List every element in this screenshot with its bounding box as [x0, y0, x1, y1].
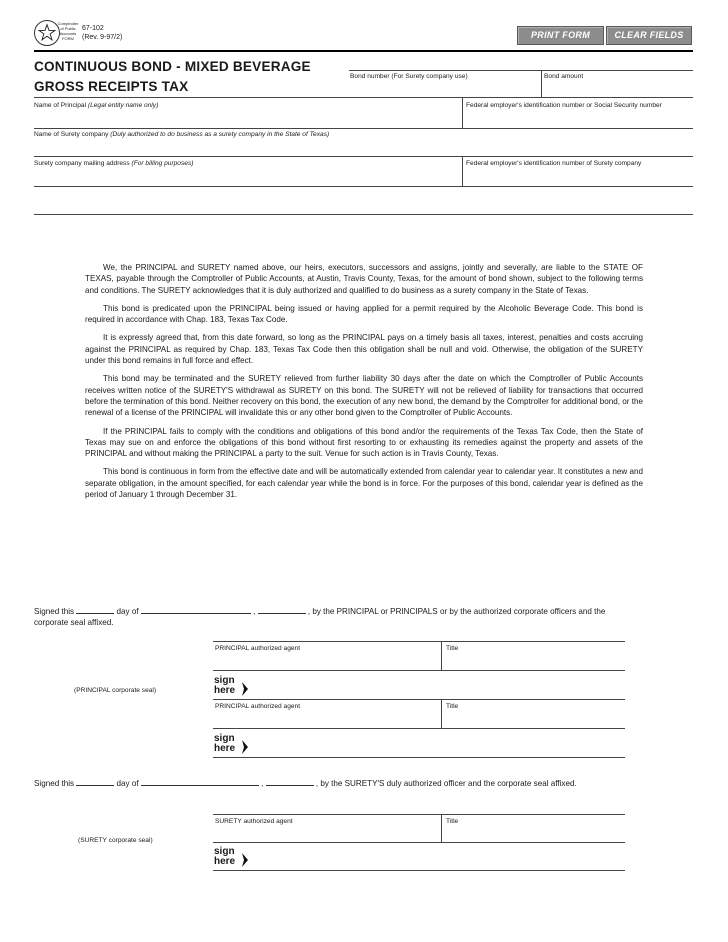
arrow-right-icon: [241, 740, 249, 754]
surety-address-field[interactable]: [34, 169, 459, 185]
divider: [213, 699, 625, 700]
form-number: 67-102 (Rev. 9-97/2): [82, 25, 123, 41]
divider: [34, 97, 693, 98]
divider: [213, 670, 625, 671]
surety-fein-field[interactable]: [466, 169, 692, 185]
divider: [213, 641, 625, 642]
principal-month-field[interactable]: [141, 605, 251, 614]
sign-here-marker: sign here: [214, 733, 236, 754]
paragraph: If the PRINCIPAL fails to comply with the conditions and obligations of this bond and/or the requirements of the Texas Tax Code, then the State of Texas may sue on and enforce the obligations of this bond without first resorting to or exhausting its remedies against the property and assets of the PRINCIPAL and without making the PRINCIPAL a party to the suit. Venue for such action is in Travis County, Texas.: [85, 426, 643, 459]
bond-amount-field[interactable]: [544, 81, 692, 96]
arrow-right-icon: [241, 853, 249, 867]
bond-number-field[interactable]: [350, 81, 539, 96]
sign-here-marker: sign here: [214, 675, 236, 696]
principal-name-label: Name of Principal (Legal entity name only): [34, 102, 159, 109]
principal-year-field[interactable]: [258, 605, 306, 614]
surety-agent-label: SURETY authorized agent: [215, 818, 293, 825]
principal-signature2-field[interactable]: [252, 732, 624, 756]
divider: [462, 97, 463, 128]
paragraph: We, the PRINCIPAL and SURETY named above, our heirs, executors, successors and assigns, jointly and severally, are liable to the STATE OF TEXAS, payable through the Comptroller of Public Accounts, at Austin, Travis County, Texas, for the amount of bond shown, subject to the following terms and conditions. The SURETY acknowledges that it is duly authorized and qualified to do business as a surety company in the State of Texas.: [85, 263, 643, 295]
bond-terms: [85, 262, 643, 507]
principal-title2-field[interactable]: [446, 712, 624, 727]
surety-seal-label: (SURETY corporate seal): [78, 837, 153, 844]
principal-agent-label: PRINCIPAL authorized agent: [215, 645, 301, 652]
divider: [34, 156, 693, 157]
paragraph: It is expressly agreed that, from this date forward, so long as the PRINCIPAL pays on a timely basis all taxes, interest, penalties and costs accruing against the PRINCIPAL as required by Chap. 183, Texas Tax Code then this obligation shall be null and void. Otherwise, the obligation of the SURETY under this bond remains in full force and effect.: [85, 333, 643, 366]
paragraph: This bond may be terminated and the SURETY relieved from further liability 30 days after the date on which the Comptroller of Public Accounts receives written notice of the SURETY'S withdrawal as SURETY on this bond. The SURETY will not be relieved of liability for transactions that occurred before the termination of this bond. Neither recovery on this bond, the execution of any new bond, the demand by the Comptroller for additional bond, or the renewal of a license of the PRINCIPAL will invalidate this or any other bond given to the Comptroller of Public Accounts.: [85, 374, 643, 418]
agency-name: Comptroller of Public Accounts FORM: [57, 21, 79, 41]
divider: [213, 728, 625, 729]
surety-month-field[interactable]: [141, 777, 259, 786]
principal-title-field[interactable]: [446, 654, 624, 669]
principal-title-label: Title: [446, 645, 459, 652]
paragraph: This bond is predicated upon the PRINCIPAL being issued or having applied for a permit required by the Alcoholic Beverage Code. This bond is required in accordance with Chap. 183, Texas Tax Code.: [85, 303, 643, 325]
principal-name-field[interactable]: [34, 111, 459, 127]
sign-here-marker: sign here: [214, 846, 236, 867]
principal-seal-label: (PRINCIPAL corporate seal): [74, 687, 157, 694]
principal-title2-label: Title: [446, 703, 459, 710]
arrow-right-icon: [241, 682, 249, 696]
surety-title-field[interactable]: [446, 826, 624, 841]
surety-name-field[interactable]: [34, 140, 692, 155]
principal-signed-line: Signed this day of , , by the PRINCIPAL or PRINCIPALS or by the authorized corporate officers and the corporate seal affixed.: [34, 607, 606, 628]
surety-fein-label: Federal employer's identification number of Surety company: [466, 160, 642, 167]
divider: [213, 757, 625, 758]
principal-day-field[interactable]: [76, 605, 114, 614]
print-form-button[interactable]: PRINT FORM: [517, 26, 604, 45]
divider: [441, 641, 442, 670]
divider: [34, 214, 693, 215]
surety-address-label: Surety company mailing address (For billing purposes): [34, 160, 194, 167]
surety-signature-field[interactable]: [252, 845, 624, 869]
divider: [441, 814, 442, 842]
principal-signature-field[interactable]: [252, 674, 624, 698]
surety-day-field[interactable]: [76, 777, 114, 786]
divider: [213, 842, 625, 843]
paragraph: This bond is continuous in form from the effective date and will be automatically extended from calendar year to calendar year. It constitutes a new and separate obligation, in the amount specified, for each calendar year while the bond is in force. For the purposes of this bond, calendar year is defined as the period of January 1 through December 31.: [85, 467, 643, 500]
page-title: CONTINUOUS BOND - MIXED BEVERAGE GROSS RECEIPTS TAX: [34, 59, 311, 94]
divider: [349, 70, 693, 71]
principal-fein-label: Federal employer's identification number or Social Security number: [466, 102, 662, 109]
surety-year-field[interactable]: [266, 777, 314, 786]
bond-amount-label: Bond amount: [544, 73, 584, 80]
surety-signed-line: Signed this day of , , by the SURETY'S duly authorized officer and the corporate seal affixed.: [34, 779, 577, 788]
divider: [541, 70, 542, 97]
surety-address-line2-field[interactable]: [34, 193, 692, 213]
divider: [34, 128, 693, 129]
divider: [34, 186, 693, 187]
principal-agent2-label: PRINCIPAL authorized agent: [215, 703, 301, 710]
surety-title-label: Title: [446, 818, 459, 825]
divider: [213, 814, 625, 815]
surety-name-label: Name of Surety company (Duly authorized to do business as a surety company in the State of Texas): [34, 131, 330, 138]
divider: [462, 156, 463, 186]
principal-fein-field[interactable]: [466, 111, 692, 127]
header-rule: [34, 50, 693, 52]
divider: [441, 699, 442, 728]
divider: [213, 870, 625, 871]
clear-fields-button[interactable]: CLEAR FIELDS: [606, 26, 692, 45]
bond-number-label: Bond number (For Surety company use): [350, 73, 468, 80]
